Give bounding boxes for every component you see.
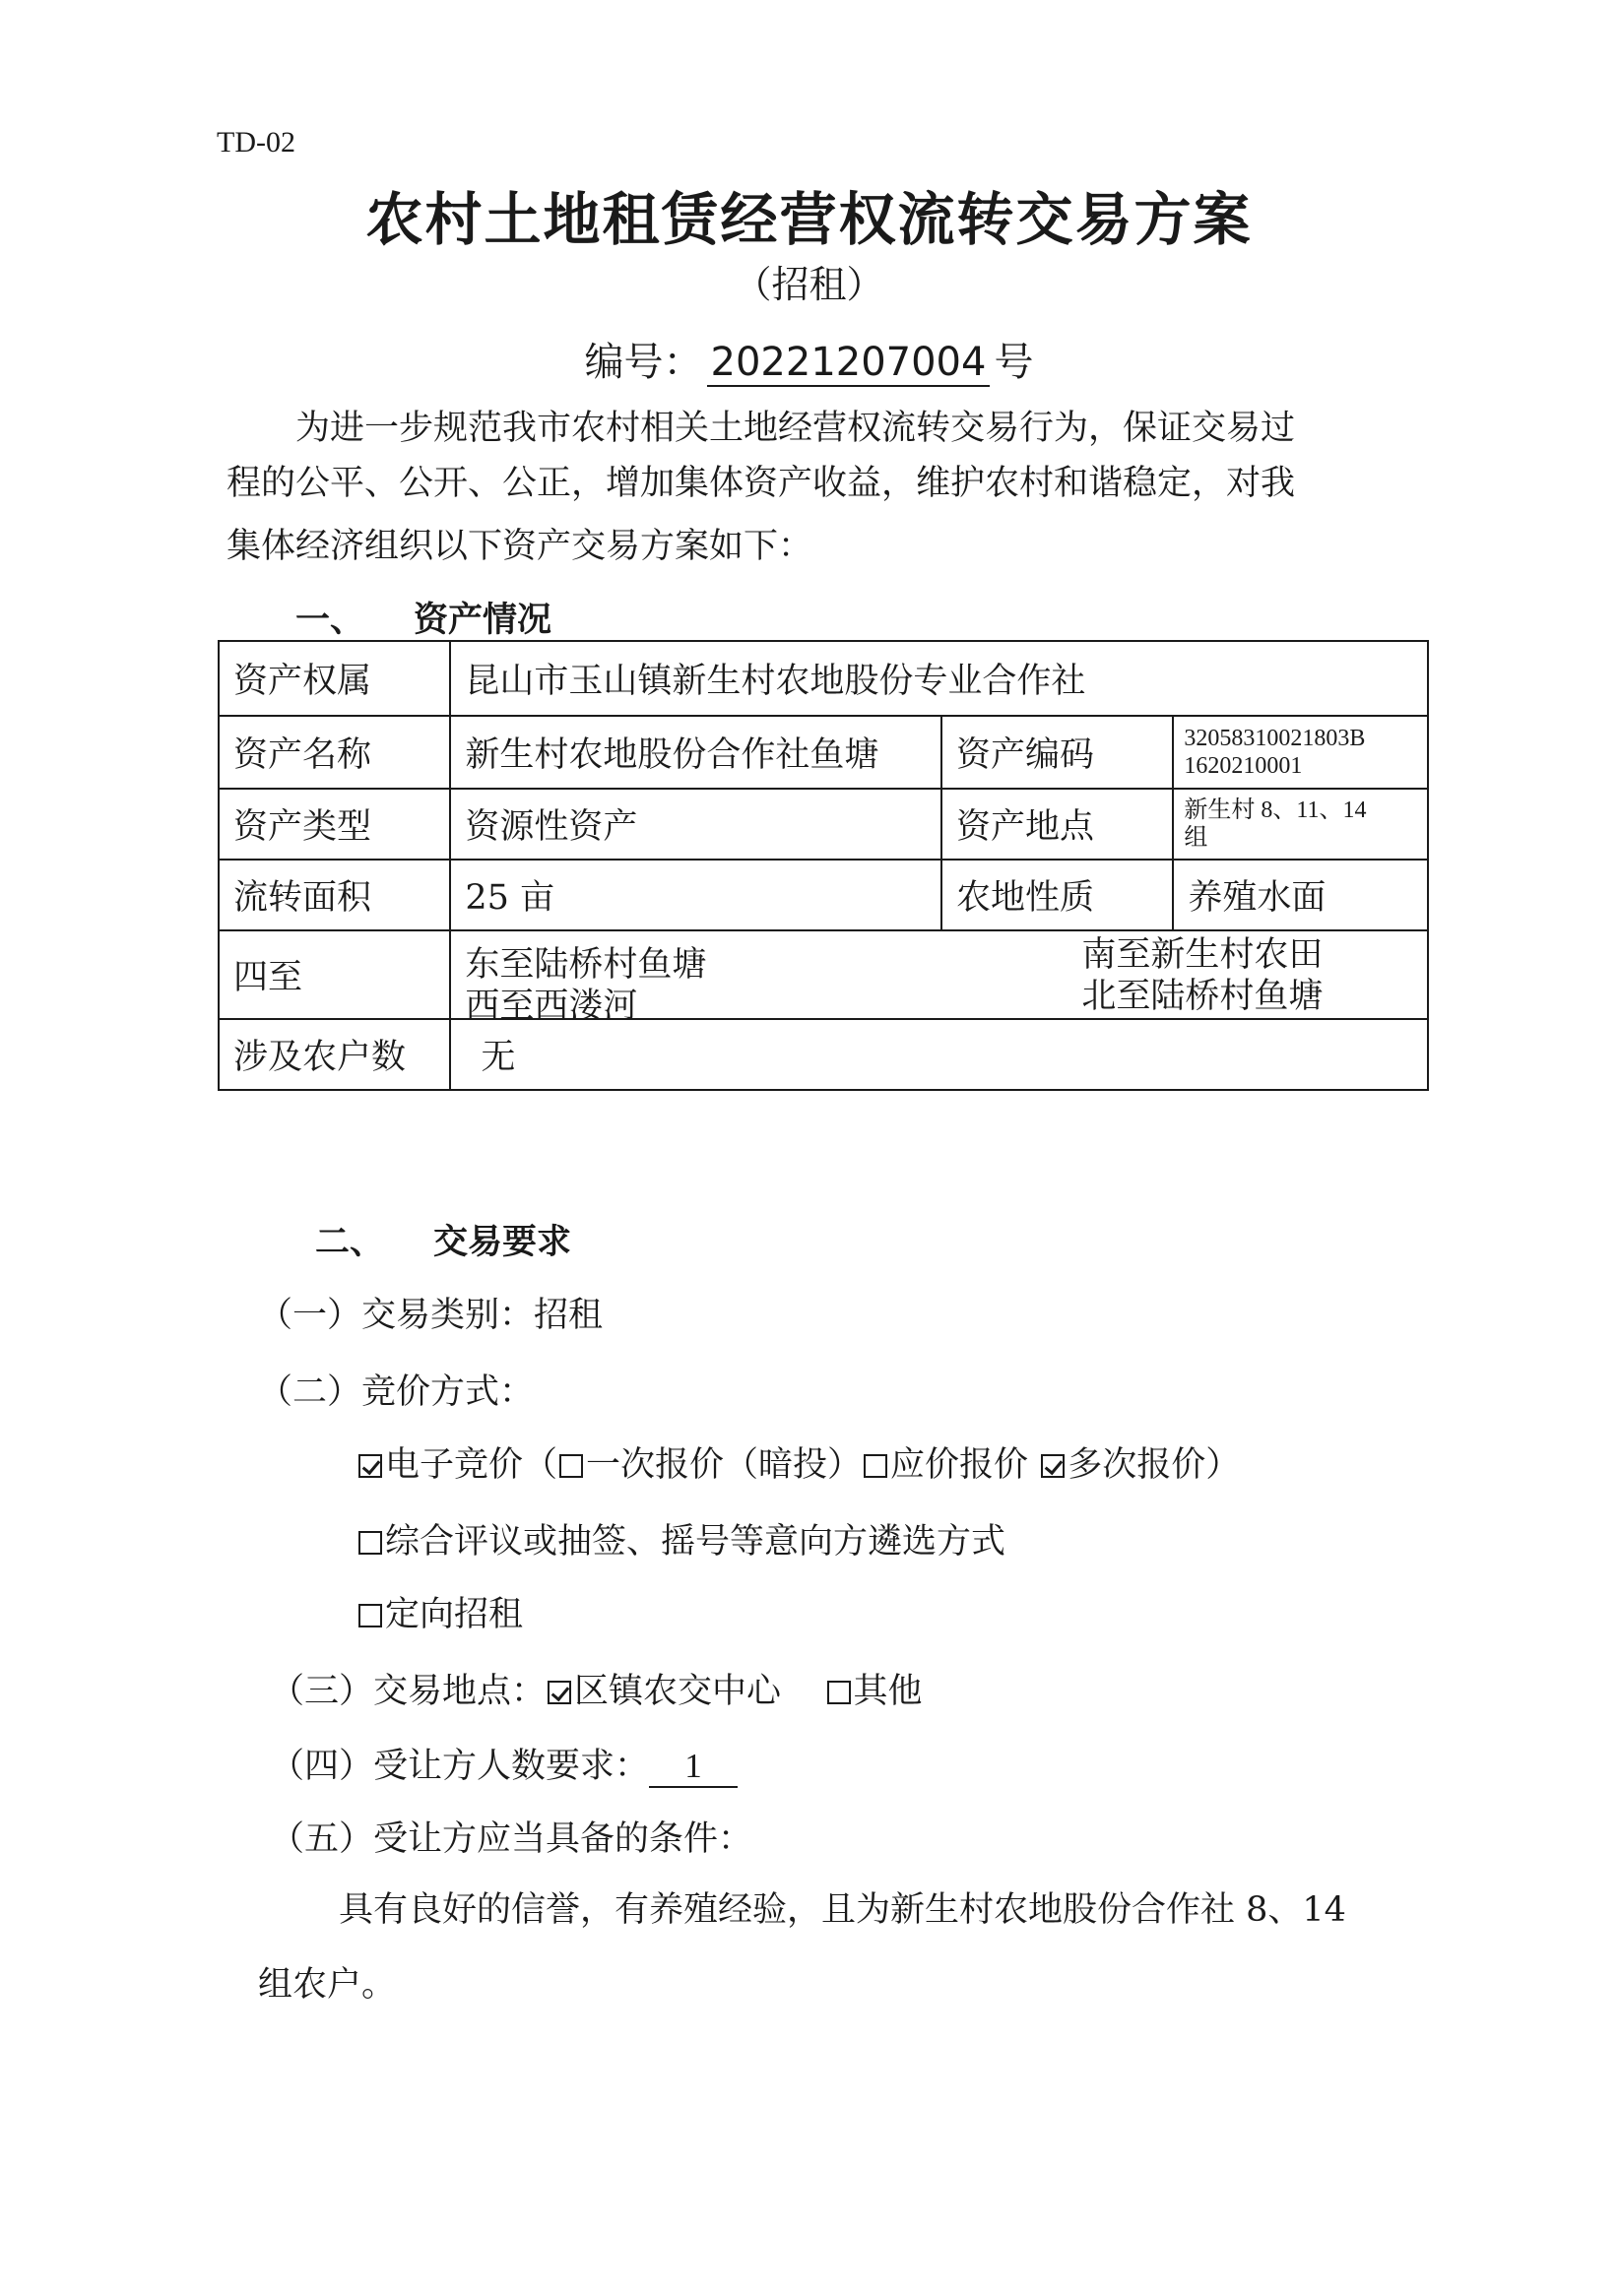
directed-label: 定向招租 (385, 1595, 524, 1634)
intro-line-3: 集体经济组织以下资产交易方案如下： (227, 527, 813, 566)
multiple-bid-label: 多次报价） (1068, 1445, 1241, 1485)
form-code: TD-02 (217, 126, 295, 159)
location-label: 资产地点 (941, 789, 1173, 860)
section-1-heading (295, 593, 551, 642)
center-checkbox[interactable] (548, 1681, 571, 1704)
bounds-label: 四至 (219, 930, 450, 1019)
transaction-location-label: （三）交易地点： (270, 1672, 547, 1711)
name-label: 资产名称 (219, 716, 450, 789)
sealed-bid-checkbox[interactable] (559, 1454, 583, 1478)
bound-east: 东至陆桥村鱼塘 (465, 945, 707, 985)
code-line-1: 32058310021803B (1184, 726, 1366, 751)
code-value (1173, 716, 1428, 789)
number-suffix: 号 (994, 340, 1034, 385)
transaction-type-label: （一）交易类别： (258, 1296, 535, 1335)
table-row (219, 789, 1428, 860)
sealed-bid-label: 一次报价（暗投） (586, 1445, 863, 1485)
number-prefix: 编号： (584, 340, 703, 385)
table-row (219, 930, 1428, 1019)
center-label: 区镇农交中心 (574, 1672, 782, 1711)
comprehensive-option-row (356, 1514, 1005, 1563)
table-row (219, 1019, 1428, 1090)
area-label: 流转面积 (219, 860, 450, 930)
nature-value: 养殖水面 (1173, 860, 1428, 930)
electronic-bidding-checkbox[interactable] (358, 1454, 382, 1478)
type-value: 资源性资产 (450, 789, 941, 860)
other-checkbox[interactable] (827, 1681, 851, 1704)
transferee-conditions-label: （五）受让方应当具备的条件： (270, 1819, 753, 1859)
table-row (219, 860, 1428, 930)
area-value: 25 亩 (450, 860, 941, 930)
transferee-count-row (270, 1739, 738, 1788)
bound-west: 西至西溇河 (465, 987, 638, 1026)
households-value: 无 (450, 1019, 1428, 1090)
bidding-options-row (356, 1437, 1240, 1487)
transferee-count-value: 1 (649, 1747, 738, 1788)
name-value: 新生村农地股份合作社鱼塘 (450, 716, 941, 789)
electronic-bidding-label: 电子竞价（ (385, 1445, 558, 1485)
conditions-line-1: 具有良好的信誉，有养殖经验，且为新生村农地股份合作社 8、14 (339, 1890, 1346, 1930)
transaction-type-value: 招租 (534, 1296, 604, 1335)
document-title: 农村土地租赁经营权流转交易方案 (365, 186, 1253, 253)
code-label: 资产编码 (941, 716, 1173, 789)
bounds-grid (451, 933, 1427, 1026)
bound-north: 北至陆桥村鱼塘 (1081, 977, 1324, 1016)
bidding-method-label: （二）竞价方式： (258, 1372, 535, 1412)
table-row (219, 641, 1428, 716)
response-bid-label: 应价报价 (890, 1445, 1029, 1485)
document-number (0, 331, 1618, 387)
location-value (1173, 789, 1428, 860)
transaction-location-row (270, 1664, 923, 1713)
section-2-heading (315, 1215, 571, 1264)
multiple-bid-checkbox[interactable] (1041, 1454, 1065, 1478)
intro-line-1: 为进一步规范我市农村相关土地经营权流转交易行为，保证交易过 (295, 409, 1296, 448)
other-label: 其他 (853, 1672, 923, 1711)
nature-label: 农地性质 (941, 860, 1173, 930)
owner-label: 资产权属 (219, 641, 450, 716)
conditions-line-2: 组农户。 (258, 1965, 397, 2005)
location-line-1: 新生村 8、11、14 (1184, 797, 1367, 823)
number-value: 20221207004 (707, 340, 991, 387)
households-label: 涉及农户数 (219, 1019, 450, 1090)
document-subtitle: （招租） (734, 263, 884, 306)
transferee-count-label: （四）受让方人数要求： (270, 1747, 650, 1786)
directed-option-row (356, 1587, 523, 1636)
location-line-2: 组 (1184, 825, 1208, 851)
bounds-value (450, 930, 1428, 1026)
transaction-type (258, 1288, 603, 1337)
owner-value: 昆山市玉山镇新生村农地股份专业合作社 (450, 641, 1428, 716)
code-line-2: 1620210001 (1184, 753, 1303, 779)
section-2-number: 二、 (315, 1223, 385, 1262)
asset-table (218, 640, 1429, 1091)
section-1-number: 一、 (295, 601, 365, 640)
section-1-title: 资产情况 (414, 601, 552, 640)
table-row (219, 716, 1428, 789)
intro-line-2: 程的公平、公开、公正，增加集体资产收益，维护农村和谐稳定，对我 (227, 464, 1296, 503)
type-label: 资产类型 (219, 789, 450, 860)
response-bid-checkbox[interactable] (864, 1454, 887, 1478)
comprehensive-checkbox[interactable] (358, 1531, 382, 1555)
directed-checkbox[interactable] (358, 1604, 382, 1627)
bound-south: 南至新生村农田 (1081, 935, 1324, 975)
section-2-title: 交易要求 (433, 1223, 572, 1262)
comprehensive-label: 综合评议或抽签、摇号等意向方遴选方式 (385, 1522, 1006, 1562)
